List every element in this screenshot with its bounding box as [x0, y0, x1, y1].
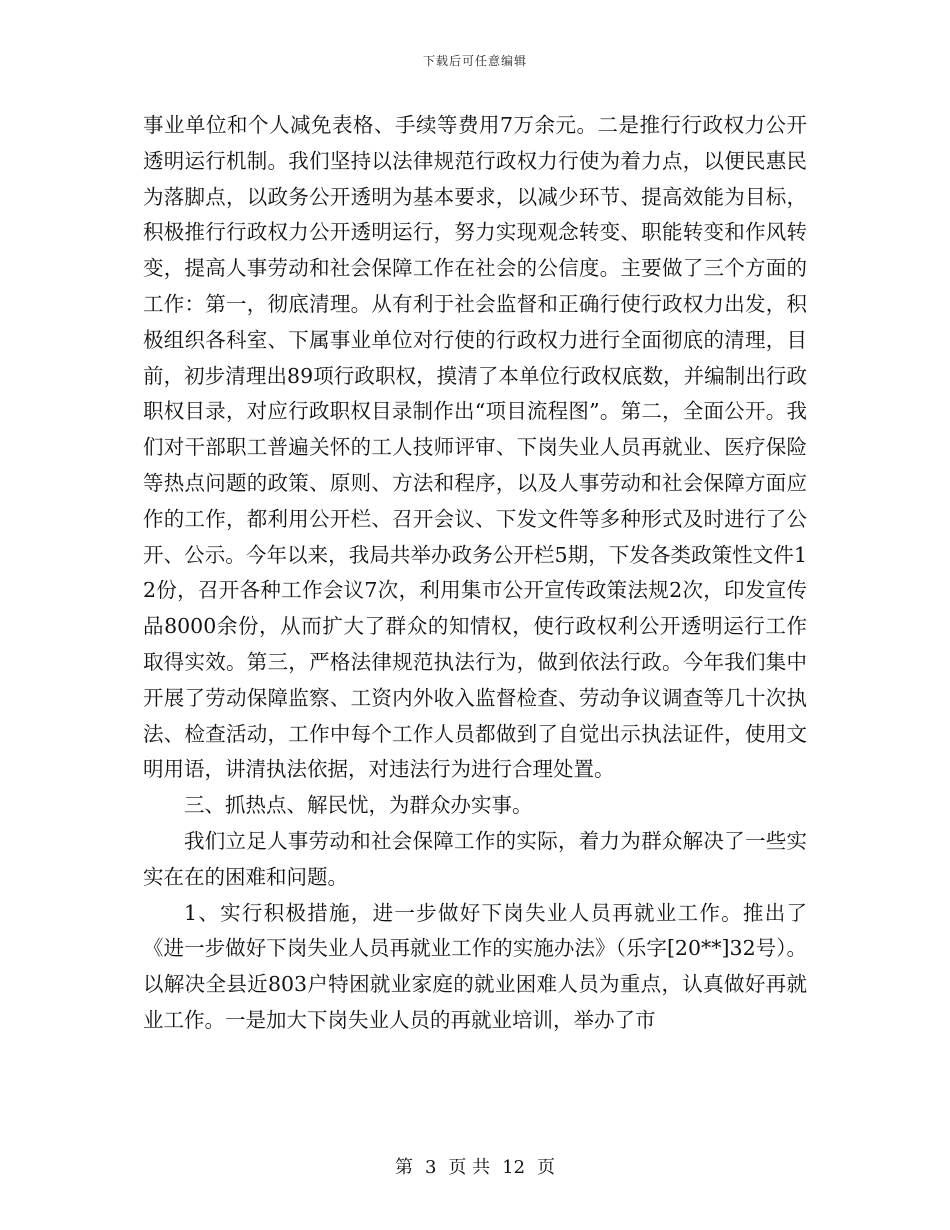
- section-heading: 三、抓热点、解民忧，为群众办实事。: [184, 793, 533, 818]
- page-footer: [0, 1153, 950, 1179]
- footer-page-number: 3: [424, 1157, 437, 1178]
- paragraph-continuation: 事业单位和个人减免表格、手续等费用7万余元。二是推行行政权力公开透明运行机制。我们坚持以法律规范行政权力行使为着力点，以便民惠民为落脚点，以政务公开透明为基本要求，以减少环节、提高效能为目标，积极推行行政权力公开透明运行，努力实现观念转变、职能转变和作风转变，提高人事劳动和社会保障工作在社会的公信度。主要做了三个方面的工作：第一，彻底清理。从有利于社会监督和正确行使行政权力出发，积极组织各科室、下属事业单位对行使的行政权力进行全面彻底的清理，目前，初步清理出89项行政职权，摸清了本单位行政权底数，并编制出行政职权目录，对应行政职权目录制作出“项目流程图”。第二，全面公开。我们对干部职工普遍关怀的工人技师评审、下岗失业人员再就业、医疗保险等热点问题的政策、原则、方法和程序，以及人事劳动和社会保障方面应作的工作，都利用公开栏、召开会议、下发文件等多种形式及时进行了公开、公示。今年以来，我局共举办政务公开栏5期，下发各类政策性文件12份，召开各种工作会议7次，利用集市公开宣传政策法规2次，印发宣传品8000余份，从而扩大了群众的知情权，使行政权利公开透明运行工作取得实效。第三，严格法律规范执法行为，做到依法行政。今年我们集中开展了劳动保障监察、工资内外收入监督检查、劳动争议调查等几十次执法、检查活动，工作中每个工作人员都做到了自觉出示执法证件，使用文明用语，讲清执法依据，对违法行为进行合理处置。: [143, 113, 807, 782]
- footer-middle: 页 共: [448, 1157, 491, 1178]
- document-body: [143, 108, 807, 1039]
- page-header-note: 下载后可任意编辑: [422, 54, 527, 68]
- footer-suffix: 页: [537, 1157, 556, 1178]
- footer-total-pages: 12: [502, 1157, 526, 1178]
- paragraph-intro: 我们立足人事劳动和社会保障工作的实际，着力为群众解决了一些实实在在的困难和问题。: [143, 828, 807, 889]
- paragraph-item-1: 1、实行积极措施，进一步做好下岗失业人员再就业工作。推出了《进一步做好下岗失业人员再就业工作的实施办法》（乐字[20**]32号）。以解决全县近803户特困就业家庭的就业困难人员为重点，认真做好再就业工作。一是加大下岗失业人员的再就业培训，举办了市: [143, 900, 807, 1032]
- footer-prefix: 第: [394, 1157, 413, 1178]
